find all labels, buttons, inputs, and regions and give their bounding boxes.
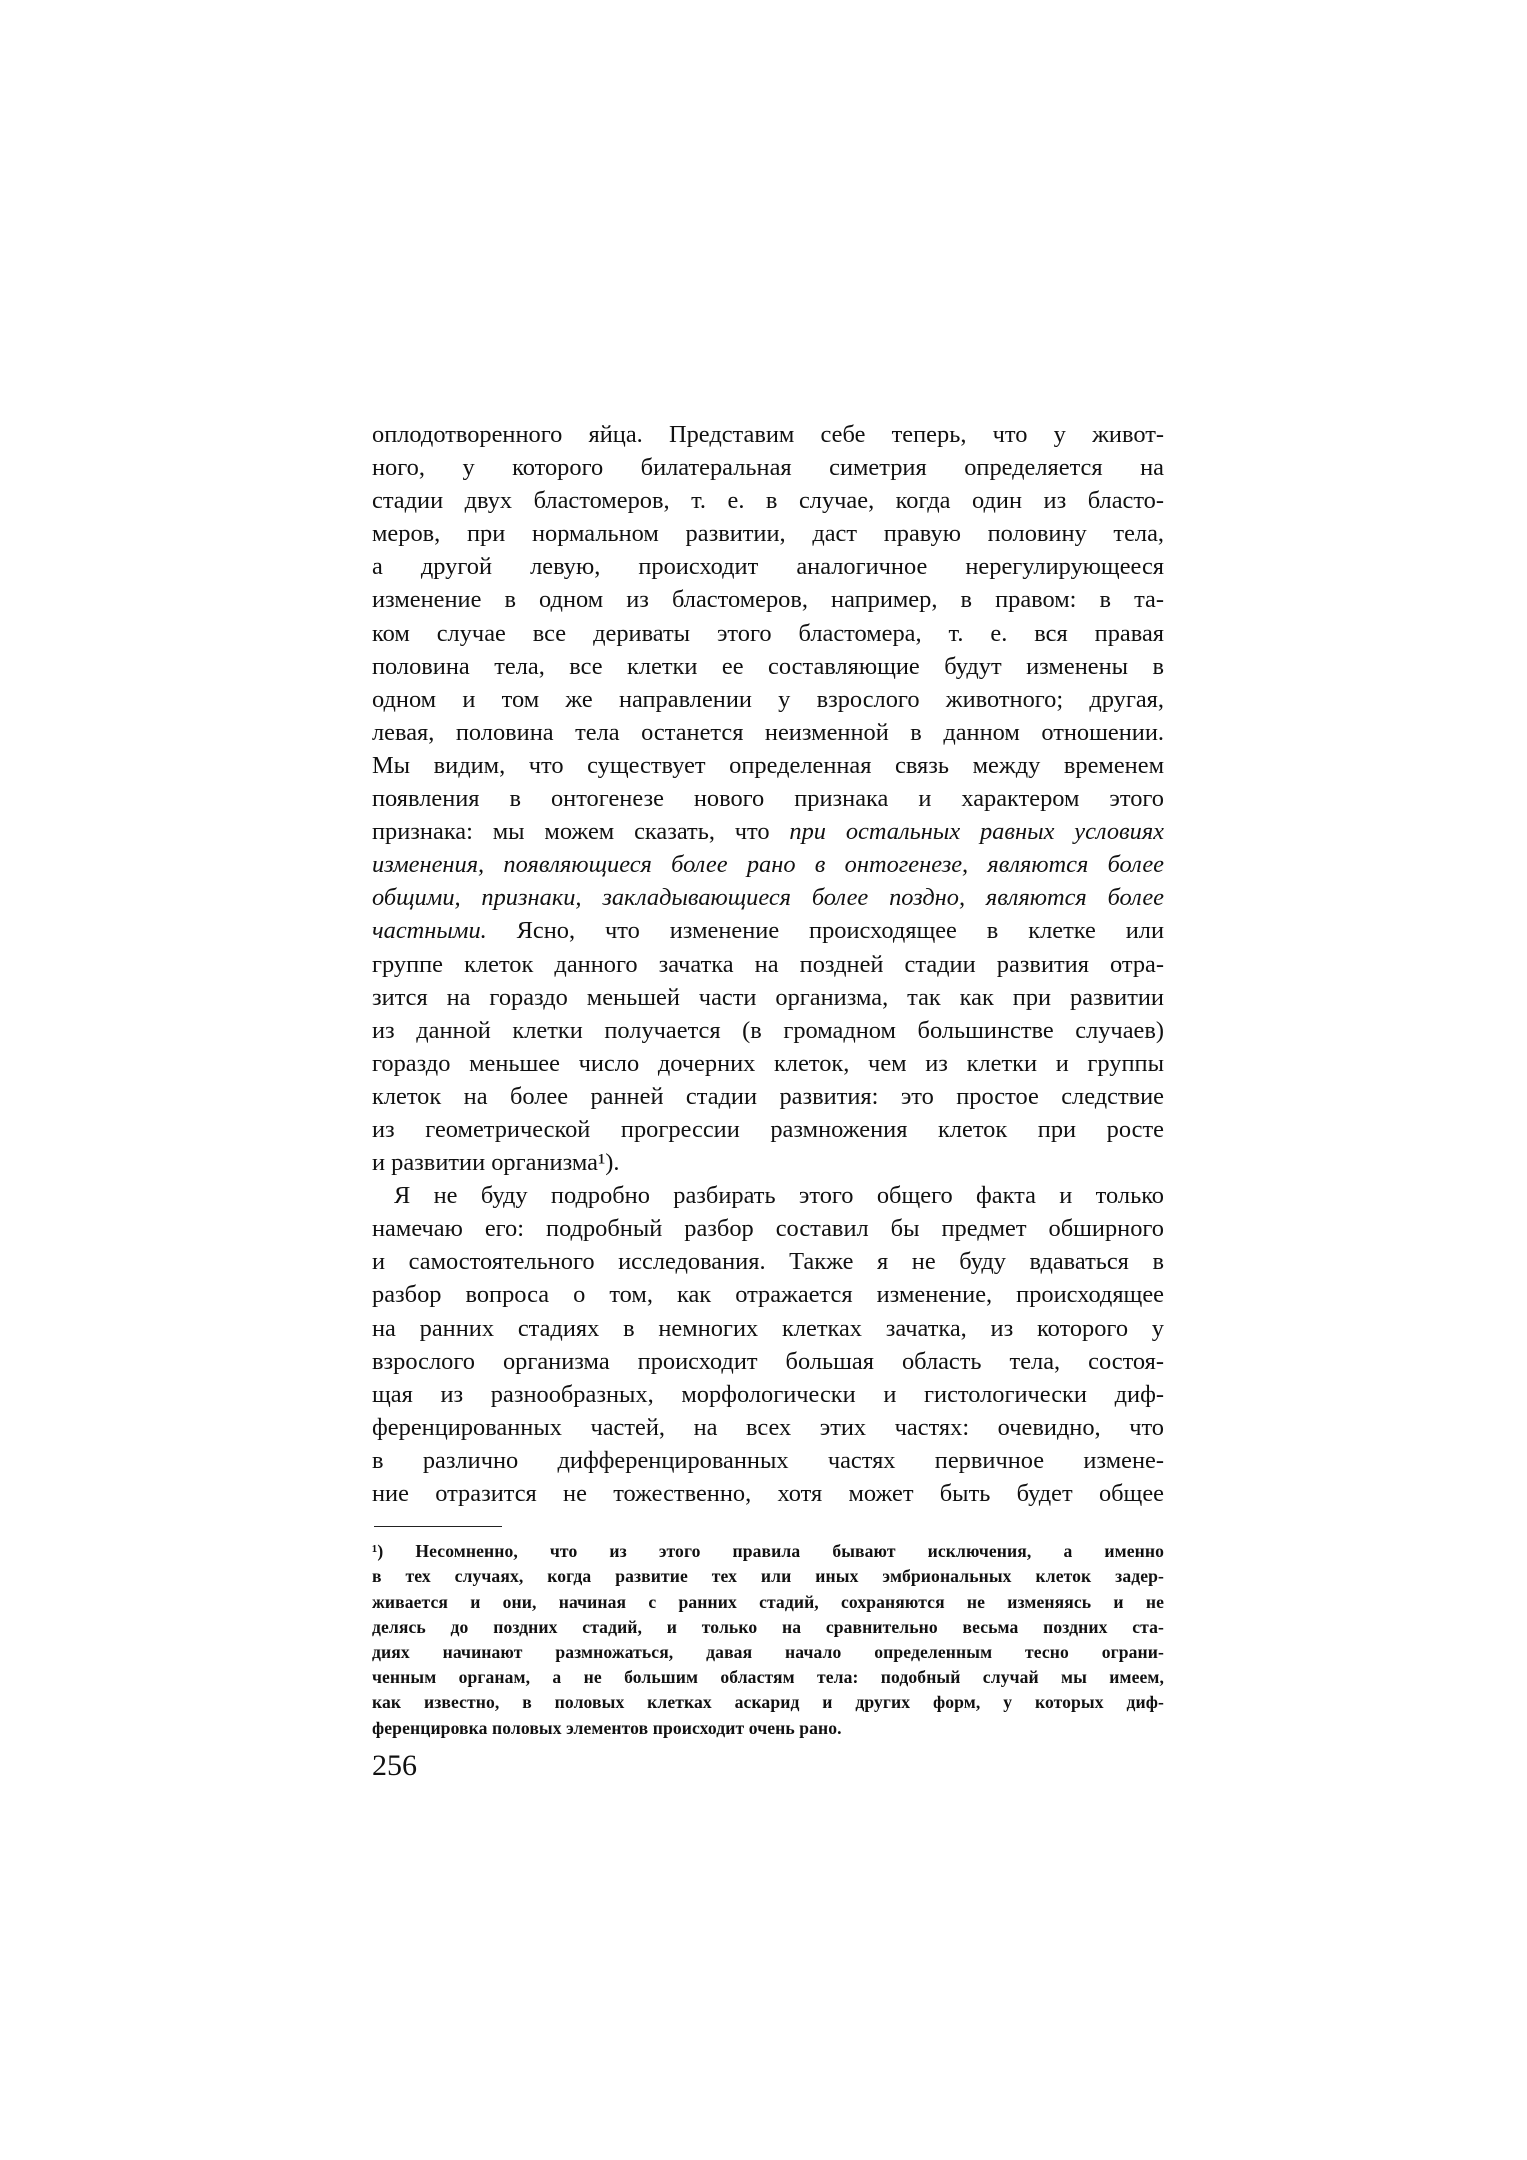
- text-line: Я не буду подробно разбирать этого общего факта и только: [394, 1182, 1164, 1210]
- body-paragraph-1: [372, 418, 1164, 1179]
- text-line: ференцированных частей, на всех этих частях: очевидно, что: [372, 1413, 1164, 1441]
- text-line: и развитии организма¹).: [372, 1149, 620, 1177]
- text-line: ного, у которого билатеральная симетрия определяется на: [372, 454, 1164, 482]
- text-line: меров, при нормальном развитии, даст правую половину тела,: [372, 520, 1164, 548]
- text-line: изменения, появляющиеся более рано в онтогенезе, являются более: [372, 851, 1164, 879]
- text-line: появления в онтогенезе нового признака и характером этого: [372, 785, 1164, 813]
- text-line: половина тела, все клетки ее составляющие будут изменены в: [372, 652, 1164, 680]
- book-page: [372, 418, 1164, 1783]
- text-line: из данной клетки получается (в громадном большинстве случаев): [372, 1016, 1164, 1044]
- text-line: одном и том же направлении у взрослого животного; другая,: [372, 685, 1164, 713]
- footnote-divider: [374, 1526, 502, 1527]
- text-line: ние отразится не тожественно, хотя может быть будет общее: [372, 1480, 1164, 1507]
- footnote-line: живается и они, начиная с ранних стадий, сохраняются не изменяясь и не: [372, 1591, 1164, 1612]
- text-line: оплодотворенного яйца. Представим себе теперь, что у живот-: [372, 421, 1164, 448]
- text-line: гораздо меньшее число дочерних клеток, чем из клетки и группы: [372, 1049, 1164, 1077]
- text-line: стадии двух бластомеров, т. е. в случае, когда один из бласто-: [372, 487, 1164, 515]
- text-line: частными. Ясно, что изменение происходящее в клетке или: [372, 917, 1164, 945]
- page-number: 256: [372, 1748, 417, 1782]
- body-paragraph-2: [372, 1179, 1164, 1510]
- text-line: на ранних стадиях в немногих клетках зачатка, из которого у: [372, 1314, 1164, 1342]
- text-line: взрослого организма происходит большая область тела, состоя-: [372, 1347, 1164, 1375]
- footnote-line: как известно, в половых клетках аскарид и других форм, у которых диф-: [372, 1692, 1164, 1713]
- text-line: клеток на более ранней стадии развития: это простое следствие: [372, 1082, 1164, 1110]
- text-line: ком случае все дериваты этого бластомера, т. е. вся правая: [372, 619, 1164, 647]
- text-line: из геометрической прогрессии размножения клеток при росте: [372, 1115, 1164, 1143]
- text-line: общими, признаки, закладывающиеся более поздно, являются более: [372, 884, 1164, 912]
- text-line: разбор вопроса о том, как отражается изменение, происходящее: [372, 1281, 1164, 1309]
- text-line: левая, половина тела останется неизменной в данном отношении.: [372, 718, 1164, 746]
- footnote-line: ференцировка половых элементов происходит очень рано.: [372, 1717, 842, 1738]
- text-line: группе клеток данного зачатка на поздней стадии развития отра-: [372, 950, 1164, 978]
- footnote-line: ченным органам, а не большим областям тела: подобный случай мы имеем,: [372, 1667, 1164, 1688]
- text-line: зится на гораздо меньшей части организма, так как при развитии: [372, 983, 1164, 1011]
- footnote-line: диях начинают размножаться, давая начало определенным тесно ограни-: [372, 1641, 1164, 1662]
- footnote-line: делясь до поздних стадий, и только на сравнительно весьма поздних ста-: [372, 1616, 1164, 1637]
- text-line: признака: мы можем сказать, что при остальных равных условиях: [372, 818, 1164, 846]
- footnote: [372, 1539, 1164, 1741]
- text-line: намечаю его: подробный разбор составил бы предмет обширного: [372, 1215, 1164, 1243]
- text-line: щая из разнообразных, морфологически и гистологически диф-: [372, 1380, 1164, 1408]
- text-line: Мы видим, что существует определенная связь между временем: [372, 751, 1164, 779]
- text-line: и самостоятельного исследования. Также я не буду вдаваться в: [372, 1248, 1164, 1276]
- text-line: а другой левую, происходит аналогичное нерегулирующееся: [372, 553, 1164, 581]
- footnote-line: ¹) Несомненно, что из этого правила бывают исключения, а именно: [372, 1541, 1164, 1562]
- text-line: изменение в одном из бластомеров, например, в правом: в та-: [372, 586, 1164, 614]
- footnote-line: в тех случаях, когда развитие тех или иных эмбриональных клеток задер-: [372, 1566, 1164, 1587]
- text-line: в различно дифференцированных частях первичное измене-: [372, 1446, 1164, 1474]
